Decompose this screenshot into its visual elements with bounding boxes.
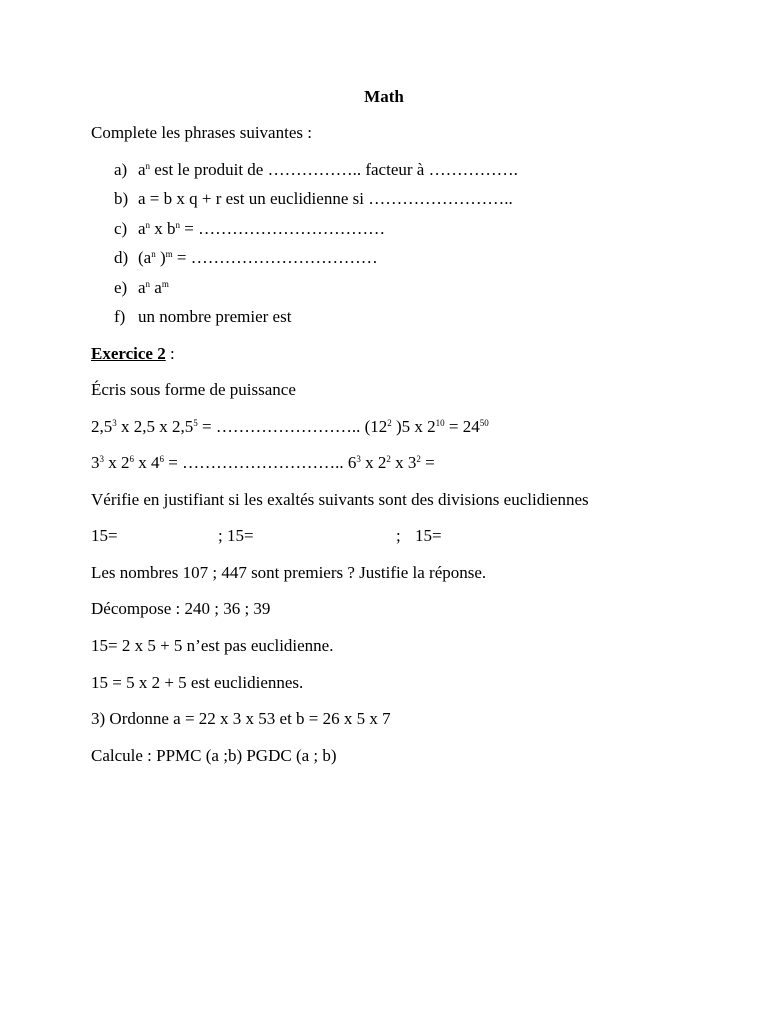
- item-label: d): [114, 248, 129, 267]
- exercise-2-title: Exercice 2: [91, 344, 166, 363]
- calcule-instruction: Calcule : PPMC (a ;b) PGDC (a ; b): [91, 746, 337, 765]
- fifteen-d: 15=: [415, 526, 442, 545]
- nombres-question: Les nombres 107 ; 447 sont premiers ? Justifie la réponse.: [91, 563, 487, 582]
- item-label: a): [114, 160, 128, 179]
- item-label: c): [114, 219, 128, 238]
- list-item-a: a) $a^n$ est le produit de …………….. facteur à …………….: [114, 160, 518, 179]
- euclid-line-2: 15 = 5 x 2 + 5 est euclidiennes.: [91, 673, 304, 692]
- item-label: e): [114, 278, 128, 297]
- list-item-c: c) $a^n$ x $b^n$ = ……………………………: [114, 219, 386, 238]
- power-line-1: $2,5^3$ x 2,5 x $2,5^5$ = …………………….. ($12^2$ )5 x $2^{10} = 24^{50}$: [91, 417, 489, 436]
- ecris-instruction: Écris sous forme de puissance: [91, 380, 296, 399]
- fifteen-a: 15=: [91, 526, 118, 545]
- list-item-e: e) $a^n$ $a^m$: [114, 278, 169, 297]
- power-line-2: $3^3$ x $2^6$ x $4^6$ = ……………………….. $6^3$ x $2^2$ x $3^2$ =: [91, 453, 435, 472]
- fifteen-c: ;: [396, 526, 401, 545]
- list-item-b: b) a = b x q + r est un euclidienne si ……………………..: [114, 189, 513, 208]
- item-label: b): [114, 189, 129, 208]
- exercise-2-heading: Exercice 2 :: [91, 344, 175, 363]
- verifie-instruction: Vérifie en justifiant si les exaltés suivants sont des divisions euclidiennes: [91, 490, 589, 509]
- fifteen-b: ; 15=: [218, 526, 254, 545]
- decompose-instruction: Décompose : 240 ; 36 ; 39: [91, 599, 271, 618]
- list-item-f: f) un nombre premier est: [114, 307, 292, 326]
- list-item-d: d) ($a^n$ )$^m$ = ……………………………: [114, 248, 378, 267]
- page-title: Math: [364, 87, 404, 106]
- euclid-line-1: 15= 2 x 5 + 5 n’est pas euclidienne.: [91, 636, 334, 655]
- intro-text: Complete les phrases suivantes :: [91, 123, 312, 142]
- ordonne-instruction: 3) Ordonne a = 22 x 3 x 53 et b = 26 x 5 x 7: [91, 709, 391, 728]
- item-label: f): [114, 307, 126, 326]
